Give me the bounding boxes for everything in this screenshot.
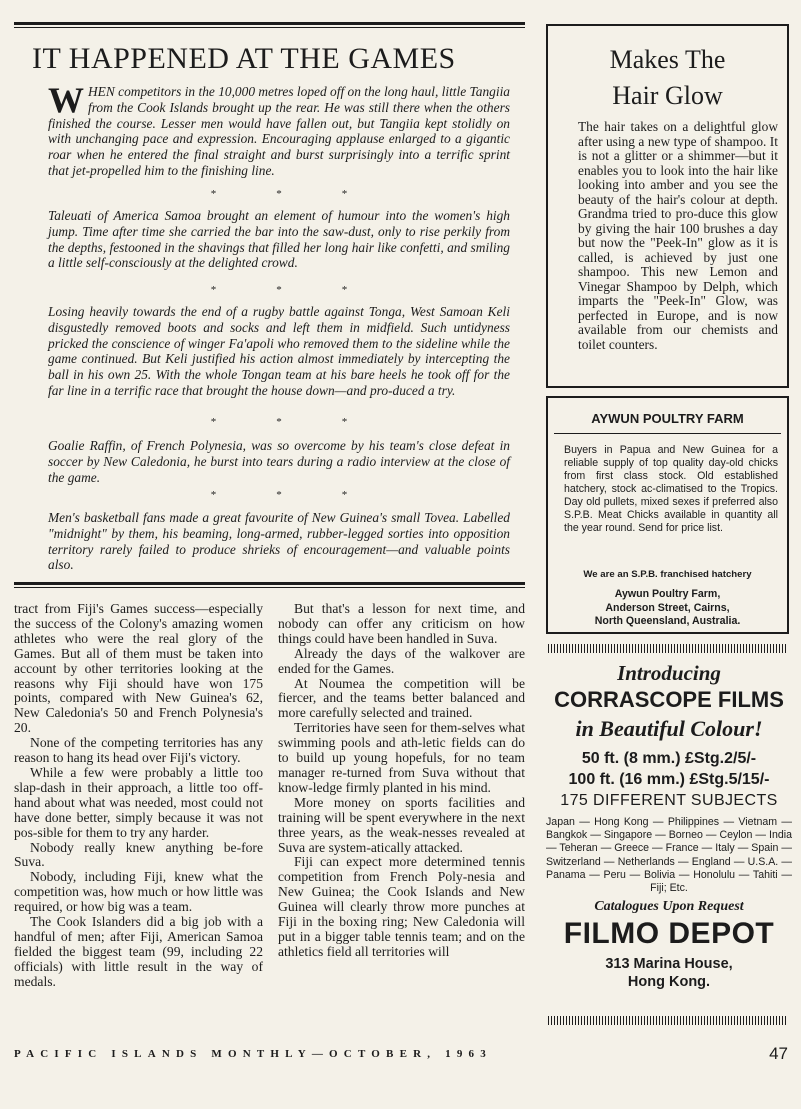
story-tangiia [48,80,510,179]
paragraph: More money on sports facilities and training will be spent everywhere in the next three years, as the weak-nesses revealed at Suva are system-atically attacked. [278,794,525,855]
feature-article [14,24,525,580]
paragraph: Nobody really knew anything be-fore Suva. [14,839,263,870]
story-separator: * * * [210,489,348,501]
ad-poultry-address: Aywun Poultry Farm, Anderson Street, Cairns, North Queensland, Australia. [594,588,741,627]
page-number: 47 [769,1044,788,1063]
article-column-left [14,602,263,990]
feature-headline: IT HAPPENED AT THE GAMES [32,42,456,75]
ad-border-strip [548,644,788,653]
paragraph: But that's a lesson for next time, and nobody can offer any criticism on how things could have been handled in Suva. [278,601,525,646]
story-tovea: Men's basketball fans made a great favourite of New Guinea's small Tovea. Labelled "midnight" by them, his beaming, long-armed, rubber-legged sorties into opposition territory rarely failed to produce shrieks of encouragement—and valuable points also. [48,510,510,573]
running-head: PACIFIC ISLANDS MONTHLY—OCTOBER, 1963 [14,1048,492,1060]
ad-films-intro: Introducing [617,661,721,685]
ad-films-address: 313 Marina House, Hong Kong. [605,956,733,991]
paragraph: At Noumea the competition will be fiercer, and the teams better balanced and more carefully selected and trained. [278,675,525,721]
ad-films-company: FILMO DEPOT [563,917,775,951]
story-taleuati: Taleuati of America Samoa brought an element of humour into the women's high jump. Time after time she carried the bar into the saw-dust, only to rise perkily from the depths, festooned in the shavings that filled her long hair like confetti, and smiling a little self-consciously at the delighted crowd. [48,208,510,271]
ad-poultry-body: Buyers in Papua and New Guinea for a reliable supply of top quality day-old chicks from first class stock. Old established hatchery, stock ac-climatised to the Tropics. Day old pullets, mixed sexes if preferred also S.P.B. Meat Chicks available in quantity all the year round. Send for price list. [564,444,778,534]
drop-cap: W [48,80,84,120]
paragraph: Territories have seen for them-selves what swimming pools and ath-letic fields can do to build up young hopefuls, for no team manager re-turned from Suva without that know-ledge firmly planted in his mind. [278,720,525,795]
paragraph: Fiji can expect more determined tennis competition from French Poly-nesia and New Guinea; the Cook Islands and New Guinea will clearly throw more punches at Fiji in the boxing ring; New Caledonia will put in a bigger table tennis team; and on the athletics field all territories will [278,854,525,959]
page-footer [14,1044,794,1064]
ad-films-catalogues: Catalogues Upon Request [594,899,744,915]
ad-hair-title: Makes The Hair Glow [609,45,726,110]
ad-poultry-title: AYWUN POULTRY FARM [554,404,781,434]
ad-films-price-16mm: 100 ft. (16 mm.) £Stg.5/15/- [568,771,770,788]
ad-poultry-franchise: We are an S.P.B. franchised hatchery [583,569,752,580]
ad-films-subjects: 175 DIFFERENT SUBJECTS [560,792,778,809]
ad-hair-body: The hair takes on a delightful glow after using a new type of shampoo. It is not a glitter or a shimmer—but it enables you to look into the hair like looking into amber and you see the beauty of the hair's colour at depth. Grandma tried to pro-duce this glow by giving the hair 100 brushes a day but now the "Peek-In" glow as it is called, is achieved by just one shampoo. This new Lemon and Vinegar Shampoo by Delph, which imparts the "Peek-In" Glow, was perfected in Europe, and is now available from our chemists and toilet counters. [578,119,778,352]
story-raffin: Goalie Raffin, of French Polynesia, was so overcome by his team's close defeat in soccer by New Caledonia, he burst into tears during a radio interview at the close of the game. [48,438,510,485]
ad-poultry-farm [546,396,789,634]
paragraph: While a few were probably a little too slap-dash in their approach, a little too off-hand about what was needed, most could not have done better, simply because it was not pos-sible for them to try any harder. [14,764,263,840]
story-separator: * * * [210,188,348,200]
story-keli: Losing heavily towards the end of a rugby battle against Tonga, West Samoan Keli disgustedly removed boots and socks and left them in midfield. Such untidyness pricked the conscience of winger Fa'apoli who removed them to the sideline while the game continued. But Keli justified his action almost immediately by intercepting the ball in his own 25. With the whole Tongan team at his bare heels he took off for the far line in a terrific race that brought the house down—and pro-duced a try. [48,304,510,398]
story-text: HEN competitors in the 10,000 metres loped off on the long haul, little Tangiia from the Cook Islands brought up the rear. He was still there when the others finished the course. Lesser men would have fallen out, but Tangiia kept stolidly on with unchanging pace and expression. Encouraging applause enlarged to a gigantic roar when he entered the final straight and burst surprisingly into a terrific sprint that jet-propelled him to the finishing line. [48,84,510,178]
ad-corrascope-films [546,656,792,1016]
ad-films-tagline: in Beautiful Colour! [575,716,763,741]
story-separator: * * * [210,416,348,428]
ad-hair-glow [546,24,789,388]
paragraph: The Cook Islanders did a big job with a handful of men; after Fiji, American Samoa fielded the biggest team (99, including 22 officials) with little result in the way of medals. [14,914,263,989]
ad-films-places: Japan — Hong Kong — Philippines — Vietnam — Bangkok — Singapore — Borneo — Ceylon — India — Teheran — Greece — France — Italy — Spain — Switzerland — Netherlands — England — U.S.A. — Panama — Peru — Bolivia — Honolulu — Tahiti — Fiji; Etc. [546,816,792,895]
story-separator: * * * [210,284,348,296]
ad-border-strip [548,1016,788,1025]
paragraph: Nobody, including Fiji, knew what the competition was, how much or how little was required, or how big was a team. [14,869,263,915]
ad-films-brand: CORRASCOPE FILMS [554,687,784,712]
article-column-right [278,602,525,960]
feature-bottom-rule [14,582,525,585]
paragraph: Already the days of the walkover are ended for the Games. [278,645,525,676]
paragraph: None of the competing territories has any reason to hang its head over Fiji's victory. [14,735,263,766]
ad-films-price-8mm: 50 ft. (8 mm.) £Stg.2/5/- [581,750,757,767]
paragraph: tract from Fiji's Games success—especially the success of the Colony's amazing women athletes who were the real glory of the Games. But all of them must be taken into account by other territories looking at the reasons why Fiji should have won 175 points, compared with New Guinea's 62, New Caledonia's 50 and French Polynesia's 20. [14,601,263,736]
